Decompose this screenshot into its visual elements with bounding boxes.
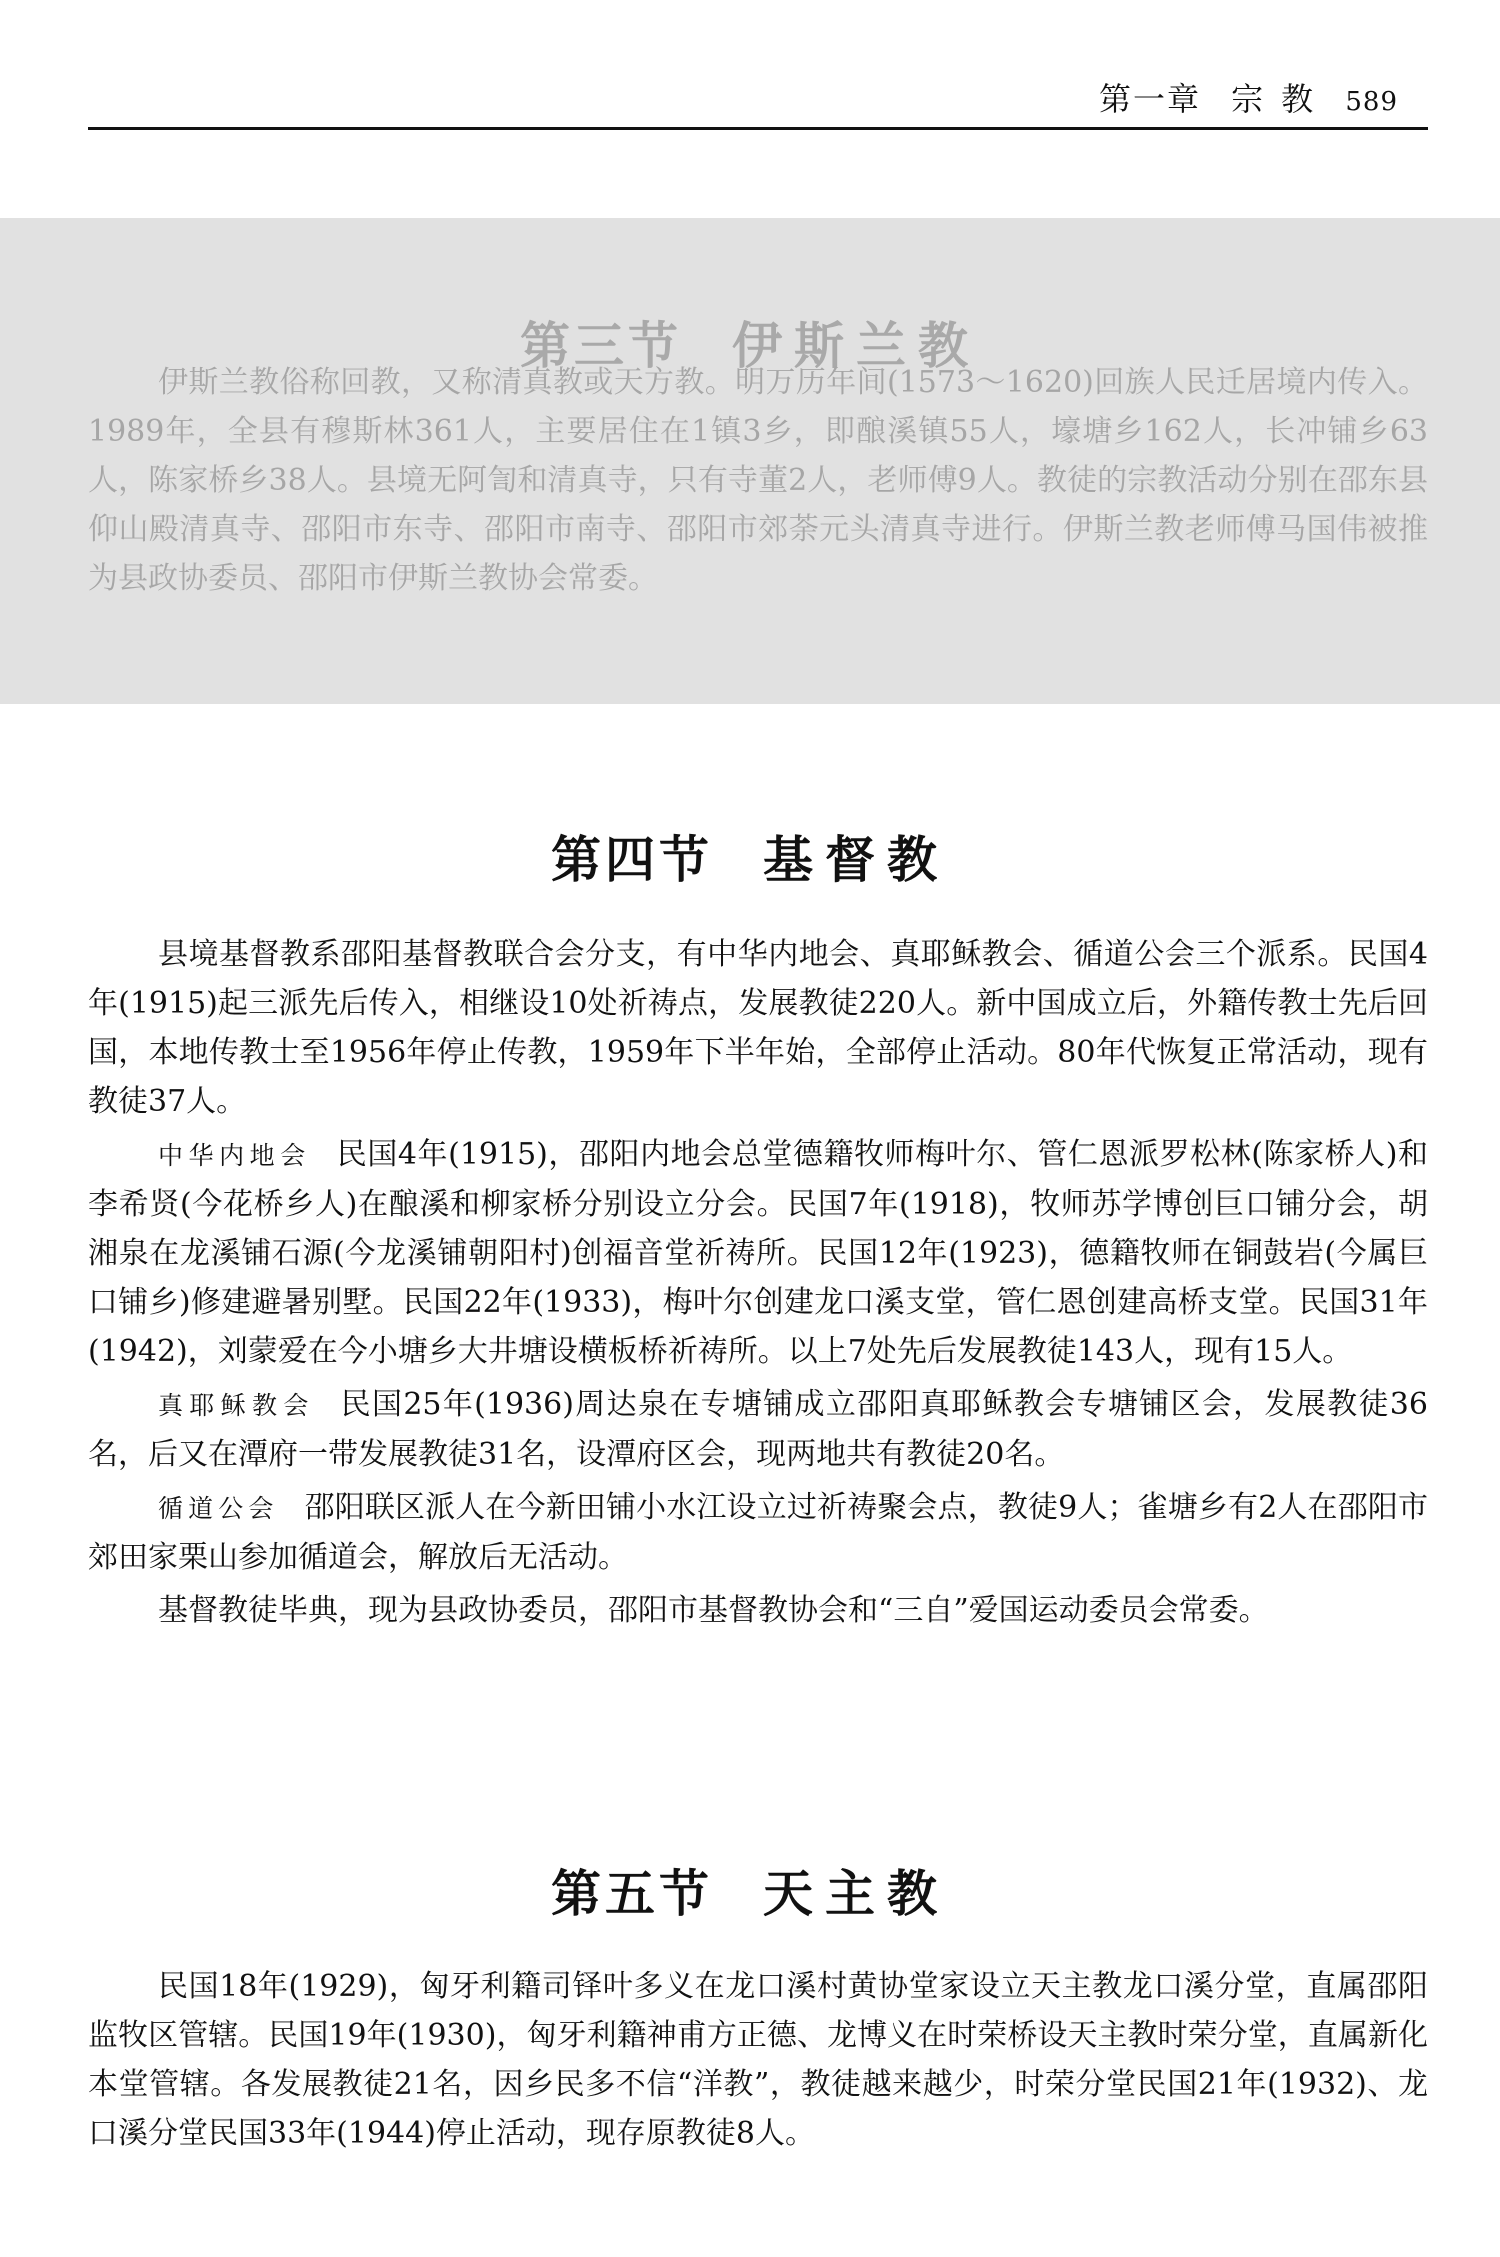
header-rule [88, 127, 1428, 130]
paragraph-text: 邵阳联区派人在今新田铺小水江设立过祈祷聚会点，教徒9人；雀塘乡有2人在邵阳市郊田家栗山参加循道会，解放后无活动。 [88, 1490, 1428, 1575]
section-title [0, 1854, 1500, 1926]
paragraph: 民国18年(1929)，匈牙利籍司铎叶多义在龙口溪村黄协堂家设立天主教龙口溪分堂，直属邵阳监牧区管辖。民国19年(1930)，匈牙利籍神甫方正德、龙博义在时荣桥设天主教时荣分堂，直属新化本堂管辖。各发展教徒21名，因乡民多不信“洋教”，教徒越来越少，时荣分堂民国21年(1932)、龙口溪分堂民国33年(1944)停止活动，现存原教徒8人。 [88, 1969, 1428, 2151]
section-body [88, 930, 1428, 1639]
section-number: 第三节 [520, 316, 682, 375]
paragraph [88, 1380, 1428, 1479]
paragraph [88, 1130, 1428, 1376]
paragraph-text: 民国4年(1915)，邵阳内地会总堂德籍牧师梅叶尔、管仁恩派罗松林(陈家桥人)和李希贤(今花桥乡人)在酿溪和柳家桥分别设立分会。民国7年(1918)，牧师苏学博创巨口铺分会，胡湘泉在龙溪铺石源(今龙溪铺朝阳村)创福音堂祈祷所。民国12年(1923)，德籍牧师在铜鼓岩(今属巨口铺乡)修建避暑别墅。民国22年(1933)，梅叶尔创建龙口溪支堂，管仁恩创建高桥支堂。民国31年(1942)，刘蒙爱在今小塘乡大井塘设横板桥祈祷所。以上7处先后发展教徒143人，现有15人。 [88, 1137, 1428, 1369]
page-number: 589 [1345, 87, 1398, 117]
section-title [0, 820, 1500, 892]
paragraph: 伊斯兰教俗称回教，又称清真教或天方教。明万历年间(1573～1620)回族人民迁居境内传入。1989年，全县有穆斯林361人，主要居住在1镇3乡，即酿溪镇55人，壕塘乡162人，长冲铺乡63人，陈家桥乡38人。县境无阿訇和清真寺，只有寺董2人，老师傅9人。教徒的宗教活动分别在邵东县仰山殿清真寺、邵阳市东寺、邵阳市南寺、邵阳市郊荼元头清真寺进行。伊斯兰教老师傅马国伟被推为县政协委员、邵阳市伊斯兰教协会常委。 [88, 365, 1428, 596]
section-body [88, 358, 1428, 607]
paragraph: 基督教徒毕典，现为县政协委员，邵阳市基督教协会和“三自”爱国运动委员会常委。 [158, 1593, 1269, 1628]
chapter-label: 第一章 [1098, 80, 1201, 118]
paragraph [88, 1483, 1428, 1582]
section-number: 第五节 [551, 1864, 713, 1923]
section-body [88, 1962, 1428, 2162]
running-header-text [1099, 74, 1398, 120]
paragraph: 县境基督教系邵阳基督教联合会分支，有中华内地会、真耶稣教会、循道公会三个派系。民国4年(1915)起三派先后传入，相继设10处祈祷点，发展教徒220人。新中国成立后，外籍传教士先后回国，本地传教士至1956年停止传教，1959年下半年始，全部停止活动。80年代恢复正常活动，现有教徒37人。 [88, 937, 1428, 1119]
paragraph-lead: 循道公会 [158, 1494, 279, 1523]
paragraph-text: 民国25年(1936)周达泉在专塘铺成立邵阳真耶稣教会专塘铺区会，发展教徒36名，后又在潭府一带发展教徒31名，设潭府区会，现两地共有教徒20名。 [88, 1387, 1428, 1472]
section-name: 天主教 [763, 1864, 949, 1923]
paragraph-lead: 中华内地会 [158, 1141, 311, 1170]
section-name: 基督教 [763, 830, 949, 889]
paragraph-lead: 真耶稣教会 [158, 1391, 315, 1420]
chapter-topic: 宗教 [1231, 80, 1332, 118]
section-islam [0, 218, 1500, 704]
section-number: 第四节 [551, 830, 713, 889]
running-header [88, 70, 1428, 130]
section-name: 伊斯兰教 [732, 316, 980, 375]
